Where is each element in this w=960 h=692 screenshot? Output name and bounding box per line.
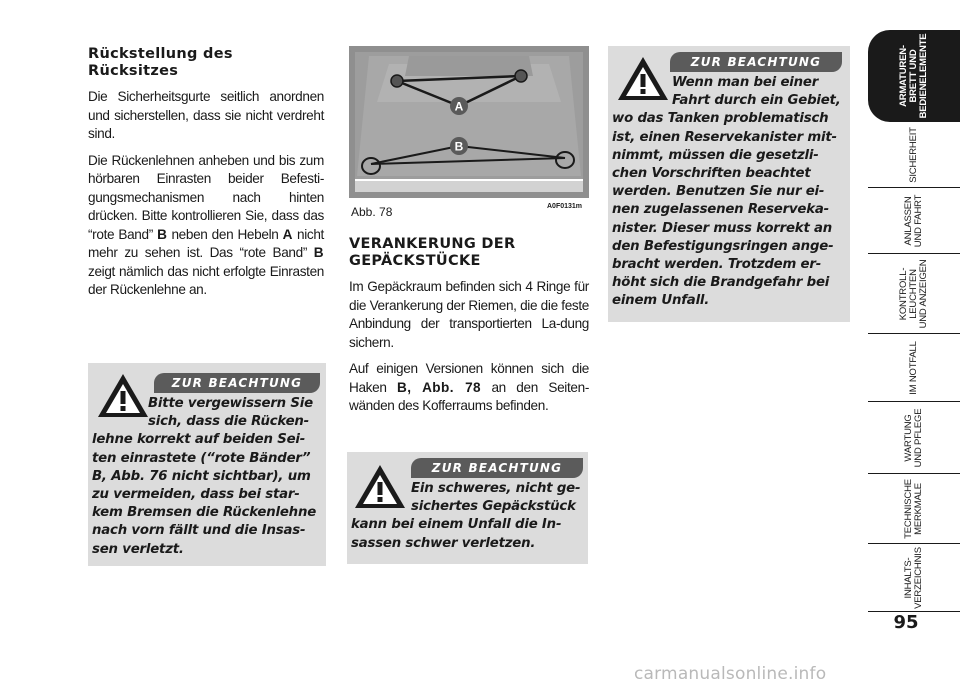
warning-badge: ZUR BEACHTUNG xyxy=(670,52,842,72)
warning-box-fuel-canister xyxy=(608,46,850,322)
tab-armaturenbrett[interactable]: ARMATUREN- BRETT UND BEDIENELEMENTE xyxy=(868,30,960,122)
warning-badge: ZUR BEACHTUNG xyxy=(154,373,320,393)
tab-wartung[interactable]: WARTUNG UND PFLEGE xyxy=(868,402,960,474)
callout-a-label: A xyxy=(454,99,464,114)
warning-text: Wenn man bei einer Fahrt durch ein Gebiet, wo das Tanken problematisch ist, einen Reservekanister mit-nimmt, müssen die gesetzli-chen Vorschriften beachtet werden. Benutzen Sie nur ei-nen zugelassenen Reserveka-nister. Dieser muss korrekt an den Befestigungsringen ange-bracht werden. Trotzdem er-höht sich die Brandgefahr bei einem Unfall. xyxy=(612,75,841,309)
warning-text: Bitte vergewissern Sie sich, dass die Rücken- lehne korrekt auf beiden Sei-ten einrastete (“rote Bänder” B, Abb. 76 nicht sichtbar), um zu vermeiden, dass bei star-kem Bremsen die Rückenlehne nach vorn fällt und die Insas-sen verletzt. xyxy=(92,396,317,557)
page-number: 95 xyxy=(893,612,919,633)
section-heading-rueckstellung: Rückstellung des Rücksitzes xyxy=(88,46,233,79)
figure-caption: Abb. 78 xyxy=(351,205,393,219)
tab-kontrollleuchten[interactable]: KONTROLL- LEUCHTEN UND ANZEIGEN xyxy=(868,254,960,334)
section-heading-verankerung: VERANKERUNG DER GEPÄCKSTÜCKE xyxy=(349,236,516,269)
tab-im-notfall[interactable]: IM NOTFALL xyxy=(868,334,960,402)
column-middle xyxy=(349,236,589,424)
warning-text: Ein schweres, nicht ge-sichertes Gepäckstück kann bei einem Unfall die In-sassen schwer verletzen. xyxy=(351,481,581,551)
paragraph-rings: Im Gepäckraum befinden sich 4 Ringe für die Verankerung der Riemen, die die feste Anbindung der transportierten La-dung sichern. xyxy=(349,279,589,350)
warning-box-backrest xyxy=(88,363,326,566)
tab-inhaltsverzeichnis[interactable]: INHALTS- VERZEICHNIS xyxy=(868,544,960,612)
figure-code: A0F0131m xyxy=(547,203,583,210)
watermark: carmanualsonline.info xyxy=(634,664,827,684)
trunk-illustration xyxy=(349,46,589,198)
column-left xyxy=(88,46,324,308)
warning-box-luggage xyxy=(347,452,588,564)
tab-sicherheit[interactable]: SICHERHEIT xyxy=(868,122,960,188)
paragraph-backrest: Die Rückenlehnen anheben und bis zum hörbaren Einrasten beider Befesti-gungsmechanismen nach hinten drücken. Bitte kontrollieren Sie, dass das “rote Band” B neben den Hebeln A nicht mehr zu sehen ist. Das “rote Band” B zeigt nämlich das nicht erfolgte Einrasten der Rückenlehne an. xyxy=(88,152,324,297)
tab-technische-merkmale[interactable]: TECHNISCHE MERKMALE xyxy=(868,474,960,544)
callout-b-label: B xyxy=(454,139,464,154)
paragraph-hooks: Auf einigen Versionen können sich die Haken B, Abb. 78 an den Seiten-wänden des Kofferraums befinden. xyxy=(349,361,589,413)
paragraph-seatbelts: Die Sicherheitsgurte seitlich anordnen und sicherstellen, dass sie nicht verdreht sind. xyxy=(88,89,324,141)
warning-badge: ZUR BEACHTUNG xyxy=(411,458,583,478)
tab-anlassen[interactable]: ANLASSEN UND FAHRT xyxy=(868,188,960,254)
chapter-tabs xyxy=(868,0,960,692)
